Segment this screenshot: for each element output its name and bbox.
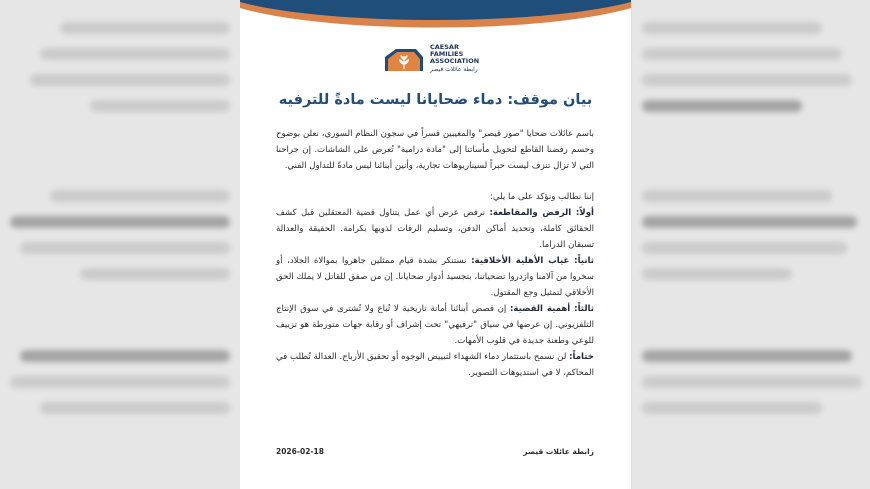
- signature: رابطة عائلات قيصر: [523, 447, 594, 456]
- intro-paragraph: باسم عائلات ضحايا "صور قيصر" والمغيبين قسراً في سجون النظام السوري، نعلن بوضوح وحسم رفضنا القاطع لتحويل مأساتنا إلى "مادة درامية" تُعرض على الشاشات. إن جراحنا التي لا تزال تنزف ليست حبراً لسيناريوهات تجارية، وأنين أبنائنا ليس مادةً للتداول الفني.: [276, 129, 594, 171]
- point-1-text: نرفض عرض أي عمل يتناول قضية المعتقلين قبل كشف الحقائق كاملة، وتحديد أماكن الدفن، وتسليم الرفات لذويها بكرامة. الحقيقة والعدالة تسبقان الدراما.: [276, 208, 594, 250]
- logo-arabic-name: رابطة عائلات قيصر: [430, 65, 478, 73]
- logo-wordmark: [430, 44, 479, 73]
- point-3: [276, 301, 594, 349]
- point-1-heading: أولاً: الرفض والمقاطعة:: [489, 208, 594, 218]
- blurred-background-left: [0, 0, 240, 489]
- logo-line-2: FAMILIES: [430, 49, 464, 58]
- point-4-text: لن نسمح باستثمار دماء الشهداء لتبييض الوجوه أو تحقيق الأرباح. العدالة تُطلب في المحاكم، لا في استديوهات التصوير.: [276, 352, 594, 378]
- logo-line-1: CAESAR: [430, 42, 459, 51]
- point-2-text: نستنكر بشدة قيام ممثلين جاهروا بموالاة الجلاد، أو سخروا من آلامنا وازدروا تضحياتنا، بتجسيد أدوار ضحايانا. إن من صفق للقاتل لا يملك الحق الأخلاقي لتمثيل وجع المقتول.: [276, 256, 594, 298]
- point-3-heading: ثالثاً: أهمية القضية:: [509, 304, 594, 314]
- point-3-text: إن قصص أبنائنا أمانة تاريخية لا تُباع ولا تُشترى في سوق الإنتاج التلفزيوني. إن عرضها في سياق "ترفيهي" تحت إشراف أو رقابة جهات متورطة هو تزييف للوعي وطعنة جديدة في قلوب الأمهات.: [276, 304, 594, 346]
- demands-lead: إننا نطالب ونؤكد على ما يلي:: [489, 192, 594, 202]
- house-leaf-logo-icon: [382, 43, 426, 73]
- point-4: [276, 349, 594, 381]
- point-4-heading: ختاماً:: [569, 352, 594, 362]
- point-2: [276, 253, 594, 301]
- statement-date: 2026-02-18: [276, 447, 324, 456]
- caesar-families-logo: [382, 42, 492, 74]
- statement-title: بيان موقف: دماء ضحايانا ليست مادةً للترفيه: [278, 92, 593, 108]
- point-2-heading: ثانياً: غياب الأهلية الأخلاقية:: [471, 256, 594, 266]
- logo-line-3: ASSOCIATION: [430, 56, 480, 65]
- statement-document: [240, 0, 631, 489]
- blurred-background-right: [632, 0, 870, 489]
- point-1: [276, 205, 594, 253]
- statement-body: [276, 126, 594, 381]
- statement-footer: [276, 447, 594, 456]
- header-wave-decoration: [240, 0, 631, 34]
